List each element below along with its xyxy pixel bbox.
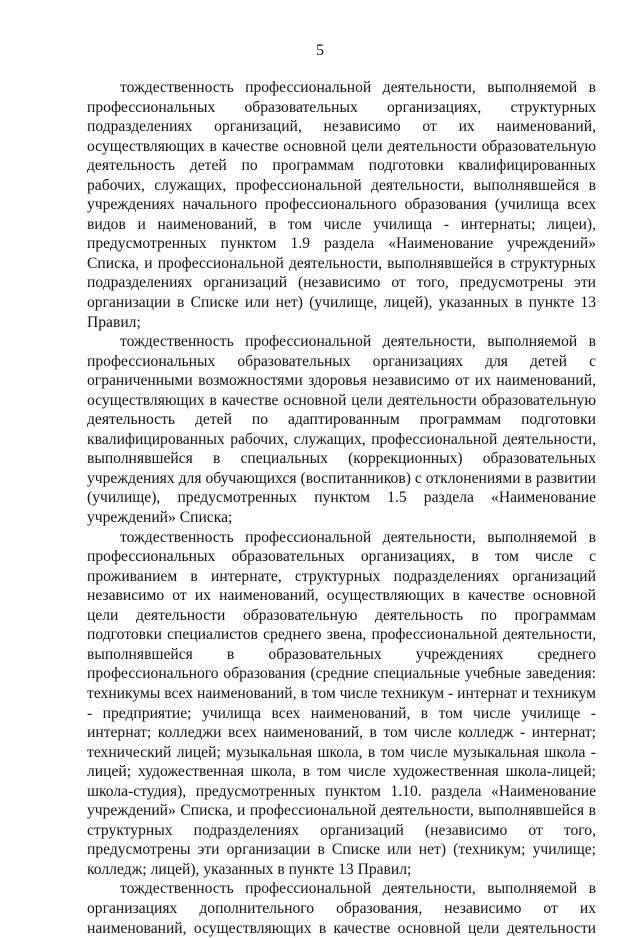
paragraph-4: тождественность профессиональной деятельности, выполняемой в организациях дополнительного образования, независимо от их наименований, осуществляющих в качестве основной цели деятельности xyxy=(87,880,596,937)
document-body xyxy=(87,78,596,938)
paragraph-1: тождественность профессиональной деятельности, выполняемой в профессиональных образовательных организациях, структурных подразделениях организаций, независимо от их наименований, осуществляющих в качестве основной цели деятельности образовательную деятельность детей по программам подготовки квалифицированных рабочих, служащих, профессиональной деятельности, выполнявшейся в учреждениях начального профессионального образования (училища всех видов и наименований, в том числе училища - интернаты; лицеи), предусмотренных пунктом 1.9 раздела «Наименование учреждений» Списка, и профессиональной деятельности, выполнявшейся в структурных подразделениях организаций (независимо от того, предусмотрены эти организации в Списке или нет) (училище, лицей), указанных в пункте 13 Правил; xyxy=(87,79,596,331)
paragraph-2: тождественность профессиональной деятельности, выполняемой в профессиональных образовательных организациях для детей с ограниченными возможностями здоровья независимо от их наименований, осуществляющих в качестве основной цели деятельности образовательную деятельность детей по адаптированным программам подготовки квалифицированных рабочих, служащих, профессиональной деятельности, выполнявшейся в специальных (коррекционных) образовательных учреждениях для обучающихся (воспитанников) с отклонениями в развитии (училище), предусмотренных пунктом 1.5 раздела «Наименование учреждений» Списка; xyxy=(87,333,596,527)
page-number: 5 xyxy=(316,42,324,59)
paragraph-3: тождественность профессиональной деятельности, выполняемой в профессиональных образовательных организациях, в том числе с проживанием в интернате, структурных подразделениях организаций независимо от их наименований, осуществляющих в качестве основной цели деятельности образовательную деятельность по программам подготовки специалистов среднего звена, профессиональной деятельности, выполнявшейся в образовательных учреждениях среднего профессионального образования (средние специальные учебные заведения: техникумы всех наименований, в том числе техникум - интернат и техникум - предприятие; училища всех наименований, в том числе училище - интернат; колледжи всех наименований, в том числе колледж - интернат; технический лицей; музыкальная школа, в том числе музыкальная школа - лицей; художественная школа, в том числе художественная школа-лицей; школа-студия), предусмотренных пунктом 1.10. раздела «Наименование учреждений» Списка, и профессиональной деятельности, выполнявшейся в структурных подразделениях организаций (независимо от того, предусмотрены эти организации в Списке или нет) (техникум; училище; колледж; лицей), указанных в пункте 13 Правил; xyxy=(87,528,596,878)
